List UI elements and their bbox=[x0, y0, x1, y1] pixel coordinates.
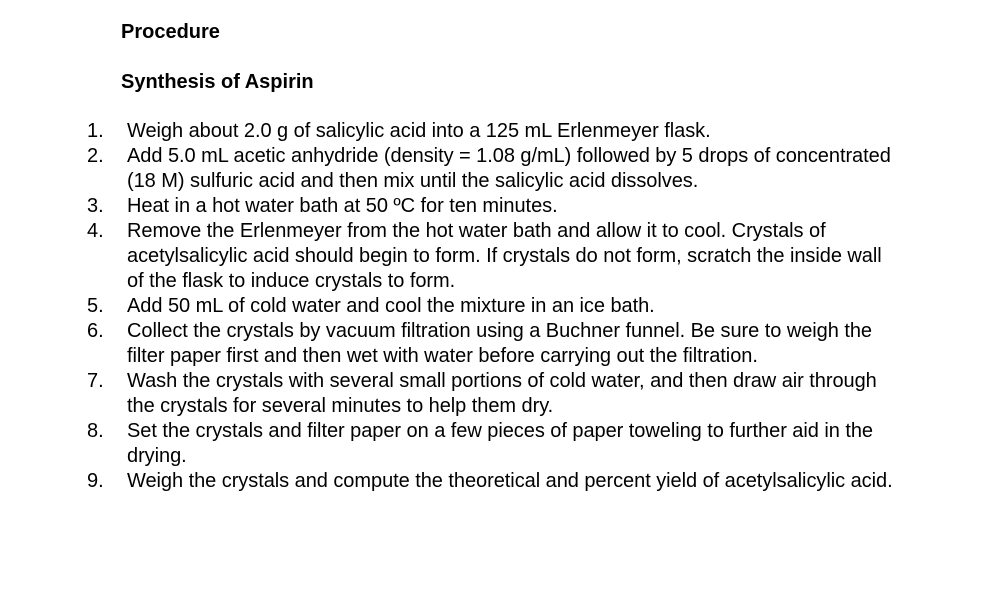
step-number: 7. bbox=[87, 370, 104, 392]
step-text: Wash the crystals with several small portions of cold water, and then draw air through the crystals for several minutes to help them dry. bbox=[127, 370, 877, 417]
step-number: 8. bbox=[87, 420, 104, 442]
step-text: Heat in a hot water bath at 50 ºC for ten minutes. bbox=[127, 195, 558, 217]
step-number: 3. bbox=[87, 195, 104, 217]
procedure-step bbox=[0, 469, 990, 494]
step-text: Weigh about 2.0 g of salicylic acid into a 125 mL Erlenmeyer flask. bbox=[127, 120, 711, 142]
procedure-step bbox=[0, 219, 990, 294]
step-number: 1. bbox=[87, 120, 104, 142]
section-subheading: Synthesis of Aspirin bbox=[121, 71, 314, 93]
procedure-steps-list bbox=[0, 119, 990, 494]
step-number: 9. bbox=[87, 470, 104, 492]
procedure-step bbox=[0, 119, 990, 144]
step-text: Weigh the crystals and compute the theoretical and percent yield of acetylsalicylic acid. bbox=[127, 470, 893, 492]
procedure-step bbox=[0, 419, 990, 469]
procedure-step bbox=[0, 294, 990, 319]
step-text: Add 5.0 mL acetic anhydride (density = 1.08 g/mL) followed by 5 drops of concentrated (18 M) sulfuric acid and then mix until the salicylic acid dissolves. bbox=[127, 145, 891, 192]
step-text: Add 50 mL of cold water and cool the mixture in an ice bath. bbox=[127, 295, 655, 317]
step-text: Remove the Erlenmeyer from the hot water bath and allow it to cool. Crystals of acetylsalicylic acid should begin to form. If crystals do not form, scratch the inside wall of the flask to induce crystals to form. bbox=[127, 220, 882, 292]
procedure-step bbox=[0, 194, 990, 219]
step-text: Collect the crystals by vacuum filtration using a Buchner funnel. Be sure to weigh the filter paper first and then wet with water before carrying out the filtration. bbox=[127, 320, 872, 367]
procedure-step bbox=[0, 369, 990, 419]
section-heading: Procedure bbox=[121, 21, 220, 43]
step-number: 4. bbox=[87, 220, 104, 242]
procedure-step bbox=[0, 144, 990, 194]
procedure-step bbox=[0, 319, 990, 369]
step-number: 5. bbox=[87, 295, 104, 317]
step-number: 6. bbox=[87, 320, 104, 342]
step-number: 2. bbox=[87, 145, 104, 167]
step-text: Set the crystals and filter paper on a few pieces of paper toweling to further aid in the drying. bbox=[127, 420, 873, 467]
